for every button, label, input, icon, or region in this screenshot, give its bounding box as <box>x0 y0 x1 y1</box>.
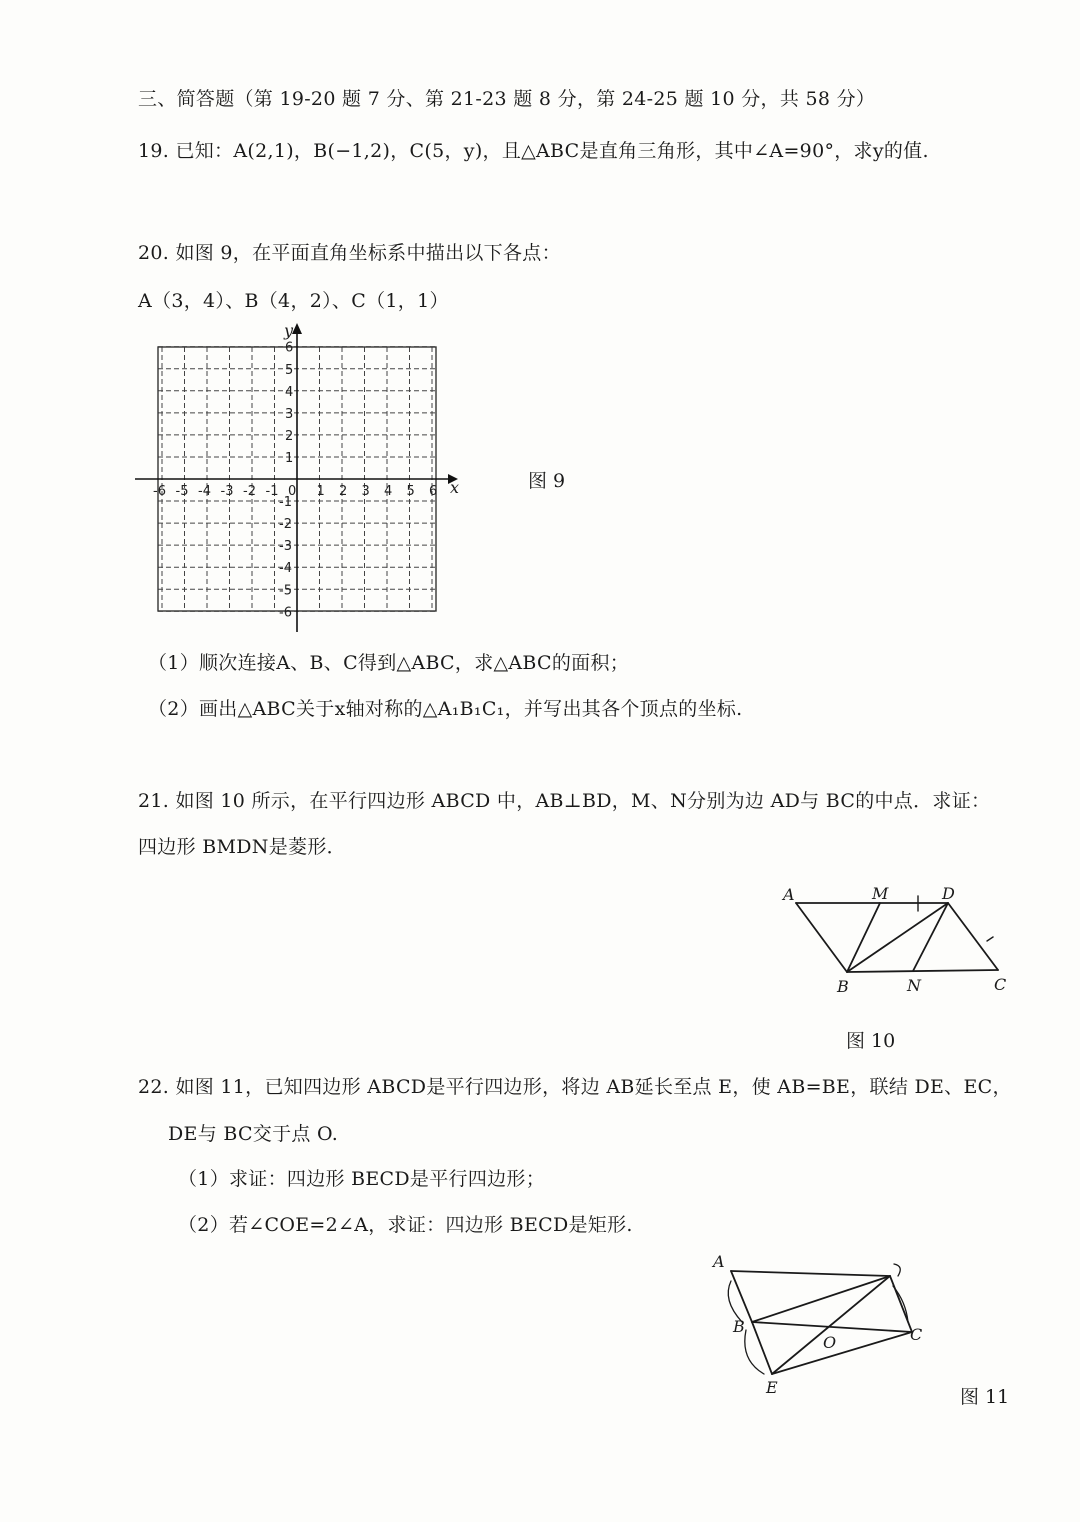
y-tick-label: -1 <box>279 495 292 511</box>
x-tick-label: -4 <box>198 484 211 499</box>
question-20-points: A（3，4）、B（4，2）、C（1，1） <box>138 290 449 312</box>
x-tick-label: 3 <box>361 484 370 499</box>
x-tick-label: 2 <box>339 484 348 499</box>
x-tick-label: -1 <box>265 484 279 499</box>
figure-10-caption: 图 10 <box>846 1030 896 1052</box>
segment-bd <box>752 1276 890 1322</box>
question-21-line-1: 21. 如图 10 所示，在平行四边形 ABCD 中，AB⊥BD，M、N分别为边 AD与 BC的中点．求证： <box>138 790 991 812</box>
question-21-line-2: 四边形 BMDN是菱形． <box>138 836 346 858</box>
question-20-intro: 20. 如图 9，在平面直角坐标系中描出以下各点： <box>138 242 561 264</box>
x-tick-label: 1 <box>316 484 325 499</box>
edge-be <box>752 1322 772 1374</box>
y-tick-label: 2 <box>285 428 294 444</box>
x-tick-label: -2 <box>243 484 256 499</box>
y-tick-label: -6 <box>279 605 292 621</box>
question-22-line-2: DE与 BC交于点 O. <box>168 1123 339 1145</box>
segment-ec <box>772 1332 912 1374</box>
y-tick-label: 1 <box>285 450 294 466</box>
y-tick-label: -5 <box>279 583 292 599</box>
x-tick-label: 5 <box>406 484 415 499</box>
y-tick-label: 3 <box>285 406 294 422</box>
question-22-part-1: （1）求证：四边形 BECD是平行四边形； <box>178 1168 546 1190</box>
x-tick-label: 6 <box>429 484 438 499</box>
y-tick-label: 5 <box>285 362 294 378</box>
y-tick-label: -4 <box>279 561 292 577</box>
label-e: E <box>766 1378 778 1397</box>
question-20-part-1: （1）顺次连接A、B、C得到△ABC，求△ABC的面积； <box>148 652 630 674</box>
figure-11-caption: 图 11 <box>960 1386 1010 1408</box>
edge-dc <box>890 1276 912 1332</box>
x-tick-label: 4 <box>384 484 393 499</box>
x-axis-label: x <box>450 478 460 497</box>
y-tick-label: 6 <box>285 340 294 356</box>
x-tick-label: -5 <box>175 484 189 499</box>
question-19: 19. 已知：A(2,1)，B(−1,2)，C(5，y)，且△ABC是直角三角形，其中∠A=90°，求y的值. <box>138 140 929 162</box>
arc-mark-ab <box>728 1281 742 1322</box>
y-tick-label: -2 <box>279 517 292 533</box>
question-22-part-2: （2）若∠COE=2∠A，求证：四边形 BECD是矩形. <box>178 1214 633 1236</box>
label-n: N <box>907 976 921 995</box>
label-b: B <box>733 1317 745 1336</box>
y-axis-label: y <box>284 321 294 340</box>
label-b: B <box>837 977 849 996</box>
label-o: O <box>823 1333 837 1352</box>
edge-ab <box>731 1271 752 1322</box>
label-a: A <box>783 885 795 904</box>
x-tick-label: -3 <box>220 484 234 499</box>
section-header: 三、简答题（第 19-20 题 7 分、第 21-23 题 8 分，第 24-25 题 10 分，共 58 分） <box>138 88 876 110</box>
x-tick-label: -6 <box>153 484 166 499</box>
x-tick-label: 0 <box>288 484 297 499</box>
arc-mark-be <box>745 1330 764 1374</box>
figure-9-caption: 图 9 <box>528 470 566 492</box>
label-a: A <box>713 1252 725 1271</box>
label-d: D <box>942 884 955 903</box>
label-c: C <box>910 1325 923 1344</box>
label-m: M <box>872 884 889 903</box>
edge-ad <box>731 1271 890 1276</box>
y-tick-label: -3 <box>279 539 292 555</box>
label-c: C <box>994 975 1007 994</box>
y-tick-label: 4 <box>285 384 294 400</box>
question-22-line-1: 22. 如图 11，已知四边形 ABCD是平行四边形，将边 AB延长至点 E，使 AB=BE，联结 DE、EC， <box>138 1076 1012 1098</box>
question-20-part-2: （2）画出△ABC关于x轴对称的△A₁B₁C₁，并写出其各个顶点的坐标. <box>148 698 743 720</box>
arc-mark-d <box>894 1264 900 1276</box>
